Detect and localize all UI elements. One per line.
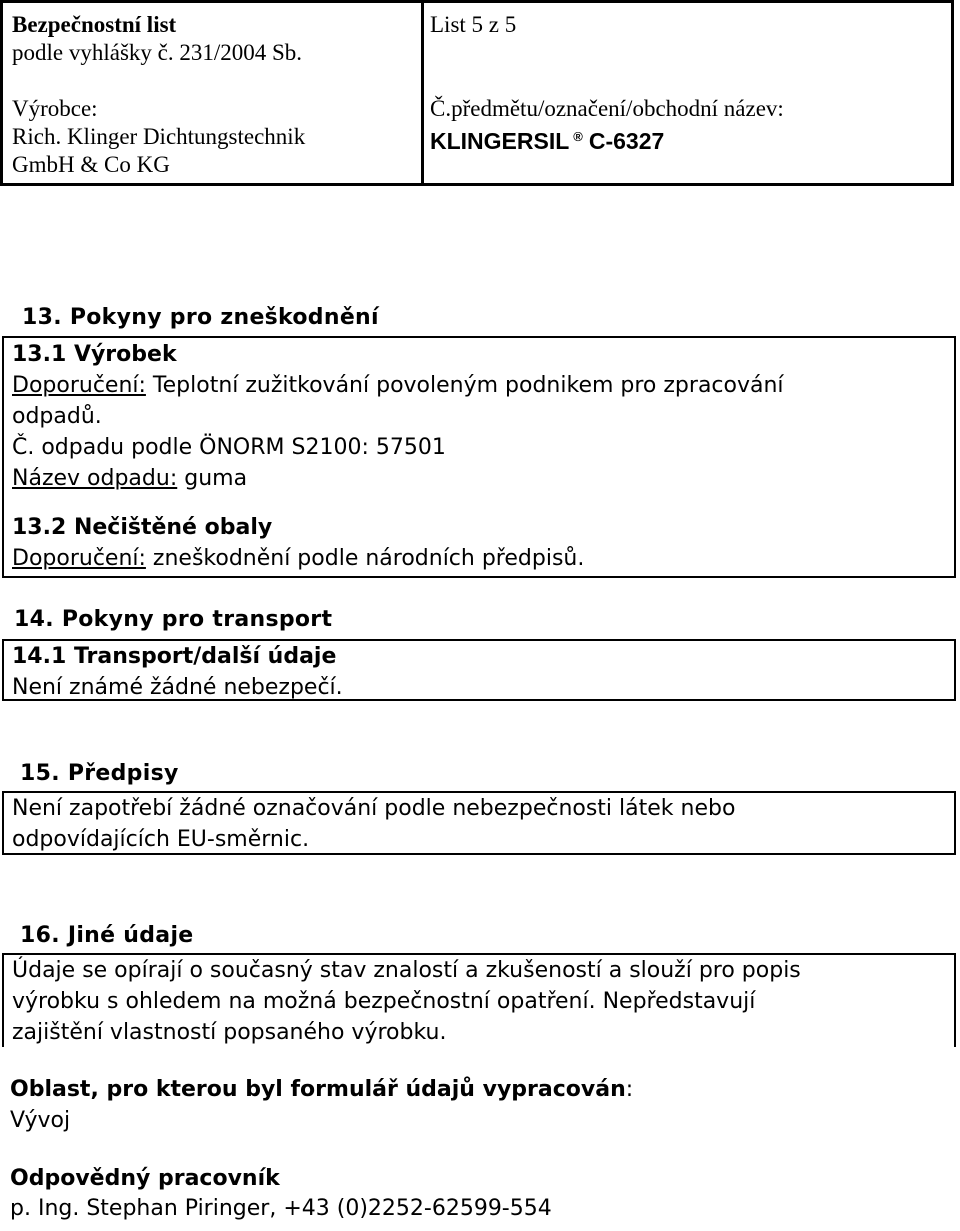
recommendation-2-text: zneškodnění podle národních předpisů.	[145, 546, 585, 571]
area-colon: :	[625, 1077, 634, 1102]
section-14-1-title: 14.1 Transport/další údaje	[12, 644, 337, 669]
recommendation-line	[12, 370, 954, 401]
recommendation-text-cont: odpadů.	[12, 404, 102, 429]
area-line	[10, 1074, 633, 1105]
section-16-line2: výrobku s ohledem na možná bezpečnostní opatření. Nepředstavují	[12, 989, 756, 1014]
regulation-reference: podle vyhlášky č. 231/2004 Sb.	[12, 40, 303, 65]
product-brand: KLINGERSIL	[430, 128, 570, 154]
section-15-box	[2, 791, 956, 855]
registered-mark: ®	[573, 129, 583, 144]
recommendation-2-label: Doporučení:	[12, 546, 146, 571]
section-13-box	[2, 336, 956, 578]
responsible-person-value: p. Ing. Stephan Piringer, +43 (0)2252-62599-554	[10, 1196, 552, 1221]
section-15-line1: Není zapotřebí žádné označování podle nebezpečnosti látek nebo	[12, 796, 736, 821]
header-right-cell	[424, 3, 951, 183]
area-value: Vývoj	[10, 1108, 71, 1133]
waste-number: Č. odpadu podle ÖNORM S2100: 57501	[12, 435, 446, 460]
manufacturer-name-line2: GmbH & Co KG	[12, 152, 170, 177]
header-left-cell	[3, 3, 424, 183]
product-code: C-6327	[588, 128, 665, 154]
section-15-title: 15. Předpisy	[20, 761, 179, 786]
manufacturer-name-line1: Rich. Klinger Dichtungstechnik	[12, 124, 306, 149]
product-label: Č.předmětu/označení/obchodní název:	[430, 96, 784, 121]
section-13-2-title: 13.2 Nečištěné obaly	[12, 515, 273, 540]
document-title: Bezpečnostní list	[12, 12, 177, 37]
section-15-line2: odpovídajících EU-směrnic.	[12, 827, 310, 852]
section-16-title: 16. Jiné údaje	[20, 923, 194, 948]
section-13-1-title: 13.1 Výrobek	[12, 342, 177, 367]
section-14-box	[2, 639, 956, 701]
section-16-line1: Údaje se opírají o současný stav znalostí a zkušeností a slouží pro popis	[12, 958, 801, 983]
area-label: Oblast, pro kterou byl formulář údajů vypracován	[10, 1077, 626, 1102]
section-14-text: Není známé žádné nebezpečí.	[12, 675, 343, 700]
recommendation-label: Doporučení:	[12, 373, 146, 398]
waste-name-value: guma	[177, 466, 248, 491]
responsible-person-label: Odpovědný pracovník	[10, 1166, 280, 1191]
recommendation-2-line	[12, 543, 954, 574]
section-16-line3: zajištění vlastností popsaného výrobku.	[12, 1020, 447, 1045]
section-16-box	[2, 953, 956, 1047]
manufacturer-label: Výrobce:	[12, 96, 98, 121]
product-name	[430, 127, 951, 155]
waste-name-label: Název odpadu:	[12, 466, 178, 491]
waste-name-line	[12, 463, 954, 494]
document-header	[0, 0, 954, 186]
recommendation-text: Teplotní zužitkování povoleným podnikem pro zpracování	[145, 373, 784, 398]
section-13-title: 13. Pokyny pro zneškodnění	[22, 305, 379, 330]
section-14-title: 14. Pokyny pro transport	[14, 607, 333, 632]
page-label: List 5 z 5	[430, 12, 517, 37]
